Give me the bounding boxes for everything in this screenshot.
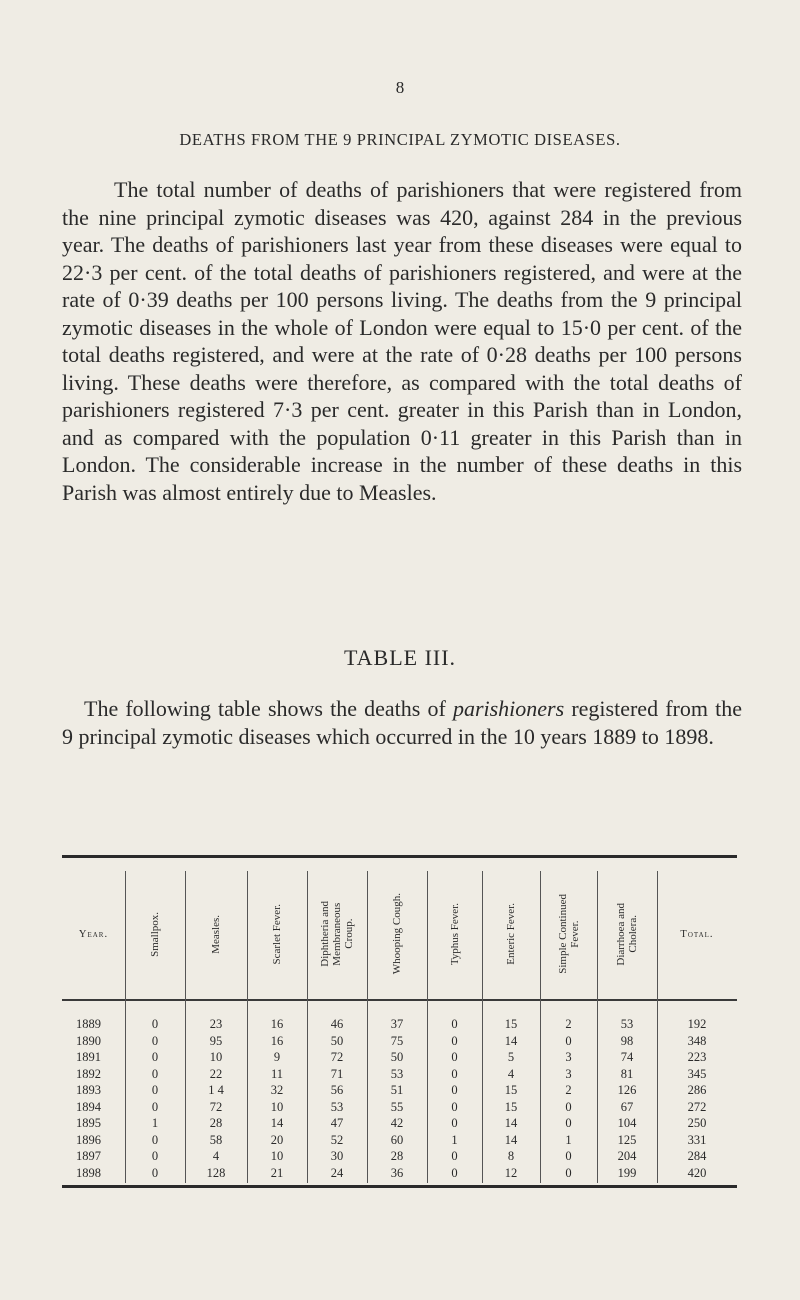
header-label: Typhus Fever. <box>448 902 461 966</box>
cell-measles: 1 4 <box>208 1083 224 1097</box>
cell-year: 1894 <box>76 1099 101 1114</box>
cell-diphtheria-croup: 30 <box>330 1149 344 1163</box>
header-year <box>62 871 125 997</box>
cell-simple-continued-fever: 1 <box>565 1132 572 1147</box>
cell-typhus-fever: 0 <box>451 1116 458 1130</box>
cell-diarrhoea-cholera: 199 <box>617 1165 637 1180</box>
cell-diarrhoea-cholera: 98 <box>620 1033 634 1048</box>
cell-measles: 128 <box>206 1165 226 1180</box>
cell-scarlet-fever: 10 <box>270 1149 284 1163</box>
paragraph2-text: The following table shows the deaths of <box>84 696 453 721</box>
cell-whooping-cough: 55 <box>390 1099 404 1114</box>
cell-enteric-fever: 15 <box>504 1099 518 1114</box>
cell-year: 1897 <box>76 1149 101 1163</box>
cell-year: 1890 <box>76 1033 101 1048</box>
table-row <box>62 1050 737 1067</box>
header-label: Measles. <box>210 914 222 954</box>
cell-diphtheria-croup: 52 <box>330 1132 344 1147</box>
cell-total: 272 <box>687 1099 707 1114</box>
cell-simple-continued-fever: 0 <box>565 1165 572 1180</box>
cell-measles: 58 <box>209 1132 223 1147</box>
cell-typhus-fever: 0 <box>451 1149 458 1163</box>
cell-diphtheria-croup: 47 <box>330 1116 344 1130</box>
cell-diarrhoea-cholera: 53 <box>620 1017 634 1031</box>
cell-total: 192 <box>687 1017 707 1031</box>
cell-enteric-fever: 15 <box>504 1083 518 1097</box>
cell-measles: 22 <box>209 1066 223 1081</box>
cell-simple-continued-fever: 3 <box>565 1066 572 1081</box>
paragraph2-text-end: registered from the 9 principal zymotic diseases which occurred in the 10 years 1889 to 1898. <box>62 696 742 749</box>
cell-smallpox: 0 <box>151 1083 159 1097</box>
table-row <box>62 1083 737 1100</box>
parishioners-emphasis: parishioners <box>452 696 565 721</box>
cell-enteric-fever: 14 <box>504 1116 518 1130</box>
cell-scarlet-fever: 9 <box>273 1050 281 1064</box>
cell-total: 286 <box>687 1083 707 1097</box>
cell-diphtheria-croup: 71 <box>330 1066 344 1081</box>
cell-diarrhoea-cholera: 126 <box>617 1083 637 1097</box>
cell-smallpox: 0 <box>151 1066 159 1081</box>
cell-diphtheria-croup: 72 <box>330 1050 344 1064</box>
cell-diarrhoea-cholera: 81 <box>620 1066 634 1081</box>
cell-simple-continued-fever: 2 <box>565 1017 572 1031</box>
cell-total: 345 <box>687 1066 707 1081</box>
cell-simple-continued-fever: 3 <box>565 1050 572 1064</box>
header-label: Smallpox. <box>149 911 161 957</box>
cell-year: 1895 <box>76 1116 101 1130</box>
cell-year: 1898 <box>76 1165 101 1180</box>
cell-year: 1893 <box>76 1083 101 1097</box>
header-label: Diphtheria and Membraneous Croup. <box>319 901 355 967</box>
cell-smallpox: 0 <box>151 1132 159 1147</box>
header-diphtheria-croup <box>307 871 367 997</box>
cell-whooping-cough: 42 <box>390 1116 404 1130</box>
cell-diarrhoea-cholera: 104 <box>617 1116 637 1130</box>
header-label: Total. <box>680 928 714 940</box>
cell-measles: 95 <box>209 1033 223 1048</box>
cell-typhus-fever: 0 <box>451 1017 458 1031</box>
cell-enteric-fever: 14 <box>504 1033 518 1048</box>
cell-total: 420 <box>687 1165 707 1180</box>
cell-scarlet-fever: 10 <box>270 1099 284 1114</box>
cell-enteric-fever: 12 <box>504 1165 518 1180</box>
cell-typhus-fever: 0 <box>451 1066 458 1081</box>
cell-smallpox: 0 <box>151 1017 159 1031</box>
table-row <box>62 1166 737 1183</box>
cell-measles: 23 <box>209 1017 223 1031</box>
table-row <box>62 1034 737 1051</box>
cell-typhus-fever: 0 <box>451 1083 458 1097</box>
cell-diarrhoea-cholera: 74 <box>620 1050 634 1064</box>
table-row <box>62 1116 737 1133</box>
header-measles <box>185 871 247 997</box>
cell-whooping-cough: 60 <box>390 1132 404 1147</box>
cell-simple-continued-fever: 2 <box>565 1083 572 1097</box>
cell-enteric-fever: 8 <box>507 1149 515 1163</box>
cell-diphtheria-croup: 53 <box>330 1099 344 1114</box>
cell-smallpox: 1 <box>151 1116 159 1130</box>
table-top-rule <box>62 855 737 858</box>
cell-simple-continued-fever: 0 <box>565 1149 572 1163</box>
table-header-rule <box>62 999 737 1001</box>
cell-diphtheria-croup: 50 <box>330 1033 344 1048</box>
cell-whooping-cough: 75 <box>390 1033 404 1048</box>
cell-year: 1891 <box>76 1050 101 1064</box>
cell-scarlet-fever: 20 <box>270 1132 284 1147</box>
table-row <box>62 1067 737 1084</box>
cell-diarrhoea-cholera: 67 <box>620 1099 634 1114</box>
table-row <box>62 1133 737 1150</box>
cell-total: 331 <box>687 1132 707 1147</box>
cell-enteric-fever: 15 <box>504 1017 518 1031</box>
cell-whooping-cough: 53 <box>390 1066 404 1081</box>
cell-total: 348 <box>687 1033 707 1048</box>
cell-whooping-cough: 28 <box>390 1149 404 1163</box>
header-label: Whooping Cough. <box>391 893 403 975</box>
cell-enteric-fever: 14 <box>504 1132 518 1147</box>
header-scarlet-fever <box>247 871 307 997</box>
header-total <box>657 871 737 997</box>
cell-typhus-fever: 0 <box>451 1033 458 1048</box>
header-label: Diarrhoea and Cholera. <box>615 902 639 966</box>
cell-year: 1889 <box>76 1017 101 1031</box>
cell-scarlet-fever: 21 <box>270 1165 284 1180</box>
cell-smallpox: 0 <box>151 1165 159 1180</box>
cell-scarlet-fever: 11 <box>270 1066 284 1081</box>
table-row <box>62 1100 737 1117</box>
cell-smallpox: 0 <box>151 1050 159 1064</box>
header-label: Simple Continued Fever. <box>556 894 581 974</box>
cell-scarlet-fever: 16 <box>270 1033 284 1048</box>
body-paragraph-2 <box>62 695 742 750</box>
cell-whooping-cough: 50 <box>390 1050 404 1064</box>
cell-diphtheria-croup: 56 <box>330 1083 344 1097</box>
cell-measles: 72 <box>209 1099 223 1114</box>
cell-simple-continued-fever: 0 <box>565 1033 572 1048</box>
cell-enteric-fever: 4 <box>507 1066 515 1081</box>
cell-measles: 10 <box>209 1050 223 1064</box>
cell-typhus-fever: 0 <box>451 1099 458 1114</box>
cell-year: 1896 <box>76 1132 101 1147</box>
page-number: 8 <box>395 78 405 97</box>
cell-whooping-cough: 51 <box>390 1083 404 1097</box>
table-row <box>62 1149 737 1166</box>
cell-simple-continued-fever: 0 <box>565 1116 572 1130</box>
header-enteric-fever <box>482 871 540 997</box>
table-title: TABLE III. <box>343 645 457 670</box>
cell-diarrhoea-cholera: 204 <box>617 1149 637 1163</box>
header-label: Scarlet Fever. <box>271 903 283 965</box>
cell-whooping-cough: 37 <box>390 1017 404 1031</box>
header-typhus-fever <box>427 871 482 997</box>
table-bottom-rule <box>62 1185 737 1188</box>
header-label: Enteric Fever. <box>505 903 517 965</box>
cell-smallpox: 0 <box>151 1149 159 1163</box>
header-smallpox <box>125 871 185 997</box>
cell-scarlet-fever: 16 <box>270 1017 284 1031</box>
cell-typhus-fever: 0 <box>451 1050 458 1064</box>
cell-enteric-fever: 5 <box>507 1050 515 1064</box>
table-row <box>62 1017 737 1034</box>
cell-measles: 28 <box>209 1116 223 1130</box>
cell-scarlet-fever: 14 <box>270 1116 284 1130</box>
header-simple-continued-fever <box>540 871 597 997</box>
cell-typhus-fever: 1 <box>451 1132 458 1147</box>
cell-scarlet-fever: 32 <box>270 1083 284 1097</box>
cell-measles: 4 <box>212 1149 220 1163</box>
cell-diarrhoea-cholera: 125 <box>617 1132 637 1147</box>
cell-smallpox: 0 <box>151 1099 159 1114</box>
header-whooping-cough <box>367 871 427 997</box>
cell-year: 1892 <box>76 1066 101 1081</box>
cell-whooping-cough: 36 <box>390 1165 404 1180</box>
cell-diphtheria-croup: 46 <box>330 1017 344 1031</box>
cell-simple-continued-fever: 0 <box>565 1099 572 1114</box>
cell-typhus-fever: 0 <box>451 1165 458 1180</box>
cell-smallpox: 0 <box>151 1033 159 1048</box>
cell-total: 250 <box>687 1116 707 1130</box>
cell-total: 284 <box>687 1149 707 1163</box>
body-paragraph-1: The total number of deaths of parishioners that were registered from the nine principal zymotic diseases was 420, against 284 in the previous year. The deaths of parishioners last year from these diseases were equal to 22·3 per cent. of the total deaths of parishioners registered, and were at the rate of 0·39 deaths per 100 persons living. The deaths from the 9 principal zymotic diseases in the whole of London were equal to 15·0 per cent. of the total deaths registered, and were at the rate of 0·28 deaths per 100 persons living. These deaths were therefore, as compared with the total deaths of parishioners registered 7·3 per cent. greater in this Parish than in London, and as compared with the population 0·11 greater in this Parish than in London. The considerable increase in the number of these deaths in this Parish was almost entirely due to Measles. <box>62 177 742 505</box>
header-label: Year. <box>78 928 109 940</box>
section-heading: DEATHS FROM THE 9 PRINCIPAL ZYMOTIC DISEASES. <box>179 130 621 149</box>
cell-total: 223 <box>687 1050 707 1064</box>
header-diarrhoea-cholera <box>597 871 657 997</box>
cell-diphtheria-croup: 24 <box>330 1165 344 1180</box>
